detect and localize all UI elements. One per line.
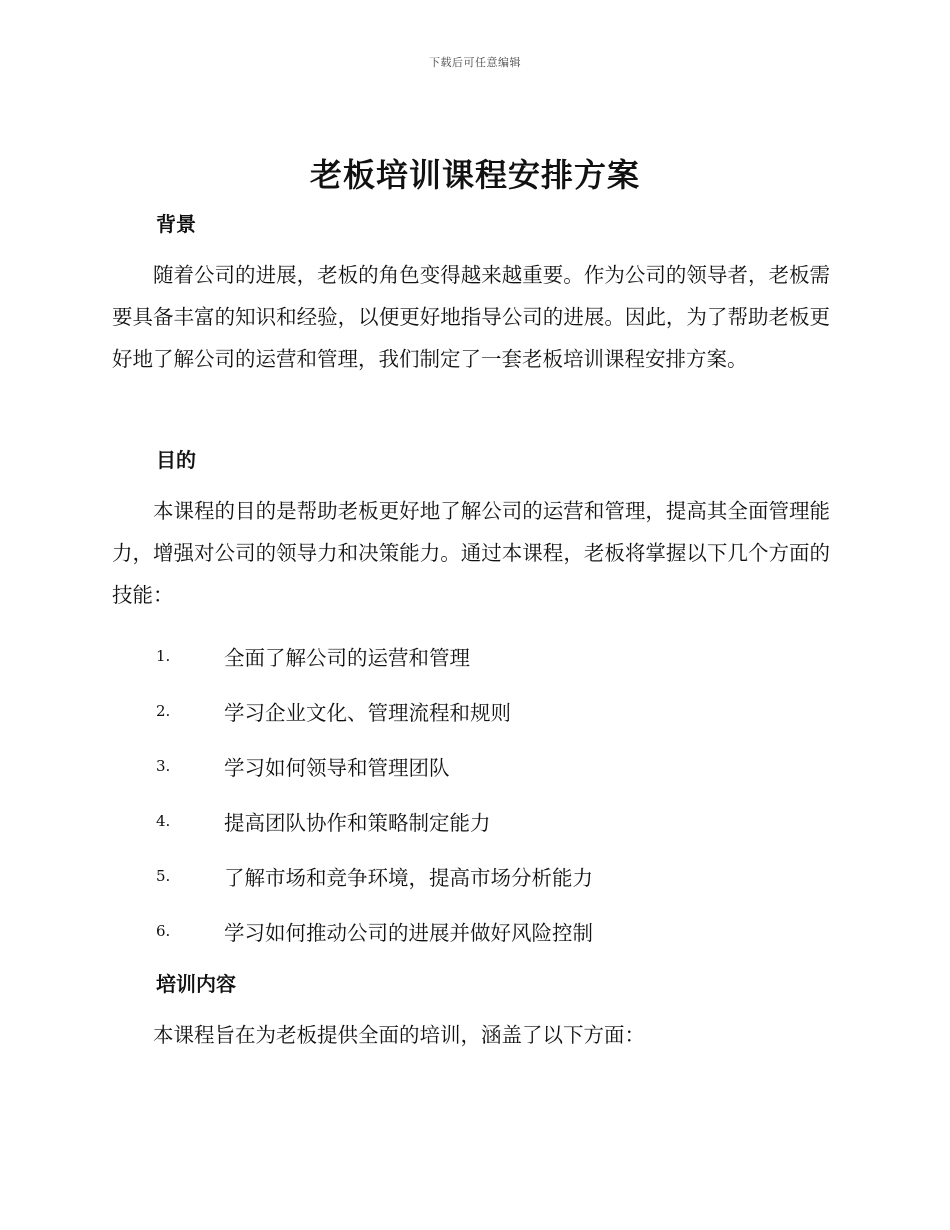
paragraph-training-content: 本课程旨在为老板提供全面的培训，涵盖了以下方面： <box>153 1023 645 1047</box>
list-item-text: 提高团队协作和策略制定能力 <box>224 810 491 835</box>
list-item-text: 学习企业文化、管理流程和规则 <box>224 700 511 725</box>
list-item <box>156 683 836 738</box>
heading-background: 背景 <box>156 212 196 236</box>
list-item-number: 3. <box>156 756 171 775</box>
list-item <box>156 903 836 958</box>
heading-purpose: 目的 <box>156 448 196 472</box>
header-note: 下载后可任意编辑 <box>429 56 521 69</box>
list-item-text: 了解市场和竞争环境，提高市场分析能力 <box>224 865 593 890</box>
list-item-number: 1. <box>156 646 171 665</box>
list-item <box>156 628 836 683</box>
list-item-text: 学习如何领导和管理团队 <box>224 755 450 780</box>
list-item-number: 4. <box>156 811 171 830</box>
list-item-number: 6. <box>156 921 171 940</box>
list-item-text: 学习如何推动公司的进展并做好风险控制 <box>224 920 593 945</box>
list-item <box>156 793 836 848</box>
skills-list <box>156 628 836 958</box>
heading-training-content: 培训内容 <box>156 972 236 996</box>
paragraph-background: 随着公司的进展，老板的角色变得越来越重要。作为公司的领导者，老板需要具备丰富的知识和经验，以便更好地指导公司的进展。因此，为了帮助老板更好地了解公司的运营和管理，我们制定了一套老板培训课程安排方案。 <box>112 263 830 371</box>
document-title: 老板培训课程安排方案 <box>309 156 640 194</box>
list-item <box>156 738 836 793</box>
list-item-number: 2. <box>156 701 171 720</box>
list-item-text: 全面了解公司的运营和管理 <box>224 645 470 670</box>
list-item-number: 5. <box>156 866 171 885</box>
paragraph-purpose: 本课程的目的是帮助老板更好地了解公司的运营和管理，提高其全面管理能力，增强对公司的领导力和决策能力。通过本课程，老板将掌握以下几个方面的技能： <box>112 499 830 607</box>
list-item <box>156 848 836 903</box>
